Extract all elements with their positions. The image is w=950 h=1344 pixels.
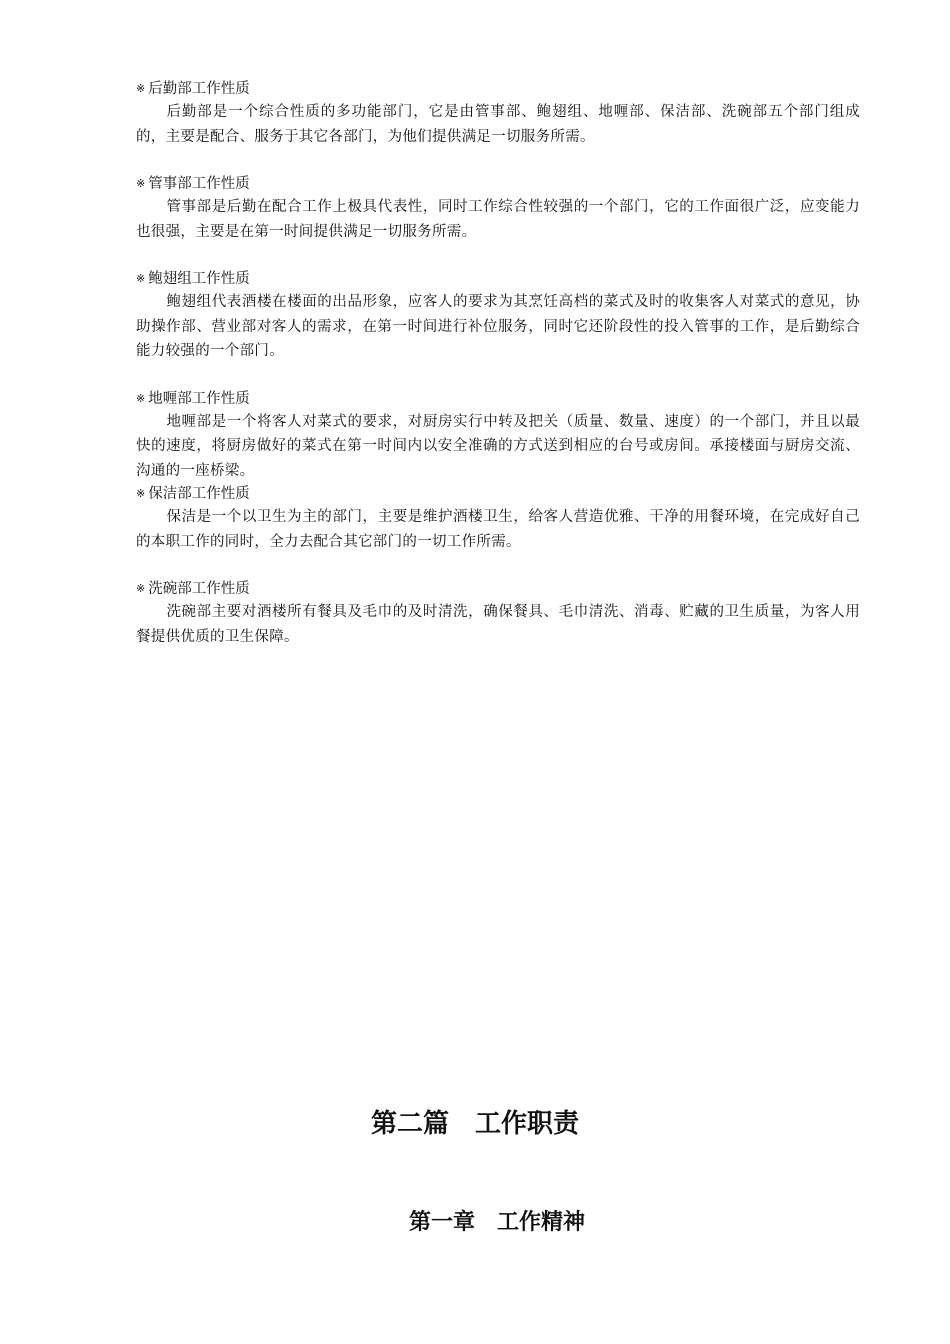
department-sections [136, 78, 860, 649]
section-heading [136, 388, 860, 410]
reference-mark-icon: ※ [136, 582, 146, 595]
section-heading [136, 578, 860, 600]
section-body: 地喱部是一个将客人对菜式的要求，对厨房实行中转及把关（质量、数量、速度）的一个部门，并且以最快的速度，将厨房做好的菜式在第一时间内以安全准确的方式送到相应的台号或房间。承接楼面与厨房交流、沟通的一座桥梁。 [136, 413, 860, 479]
chapter-title: 第一章 工作精神 [408, 1210, 585, 1235]
section-heading [136, 268, 860, 290]
section-stewarding [136, 173, 860, 244]
section-cleaning [136, 483, 860, 554]
section-heading-text: 地喱部工作性质 [148, 390, 250, 407]
section-body: 洗碗部主要对酒楼所有餐具及毛巾的及时清洗，确保餐具、毛巾清洗、消毒、贮藏的卫生质量，为客人用餐提供优质的卫生保障。 [136, 604, 860, 645]
section-body: 鲍翅组代表酒楼在楼面的出品形象，应客人的要求为其烹饪高档的菜式及时的收集客人对菜式的意见，协助操作部、营业部对客人的需求，在第一时间进行补位服务，同时它还阶段性的投入管事的工作，是后勤综合能力较强的一个部门。 [136, 294, 860, 359]
reference-mark-icon: ※ [136, 391, 146, 405]
section-logistics [136, 78, 860, 149]
section-heading [136, 173, 860, 195]
reference-mark-icon: ※ [136, 487, 146, 500]
section-heading-text: 保洁部工作性质 [148, 486, 250, 502]
reference-mark-icon: ※ [136, 272, 146, 285]
section-heading-text: 管事部工作性质 [148, 176, 250, 192]
section-heading [136, 483, 860, 505]
section-dishwashing [136, 578, 860, 649]
section-heading-text: 后勤部工作性质 [148, 81, 250, 97]
section-heading [136, 78, 860, 100]
reference-mark-icon: ※ [136, 177, 146, 190]
part-title: 第二篇 工作职责 [370, 1109, 579, 1139]
section-abalone-shark-fin [136, 268, 860, 364]
section-body: 保洁是一个以卫生为主的部门，主要是维护酒楼卫生，给客人营造优雅、干净的用餐环境，在完成好自己的本职工作的同时，全力去配合其它部门的一切工作所需。 [136, 509, 860, 550]
section-heading-text: 鲍翅组工作性质 [148, 271, 250, 287]
section-body: 管事部是后勤在配合工作上极具代表性，同时工作综合性较强的一个部门，它的工作面很广泛，应变能力也很强，主要是在第一时间提供满足一切服务所需。 [136, 199, 860, 240]
reference-mark-icon: ※ [136, 82, 146, 95]
section-heading-text: 洗碗部工作性质 [148, 581, 250, 597]
section-dili [136, 388, 860, 484]
section-body: 后勤部是一个综合性质的多功能部门，它是由管事部、鲍翅组、地喱部、保洁部、洗碗部五个部门组成的，主要是配合、服务于其它各部门，为他们提供满足一切服务所需。 [136, 104, 860, 145]
